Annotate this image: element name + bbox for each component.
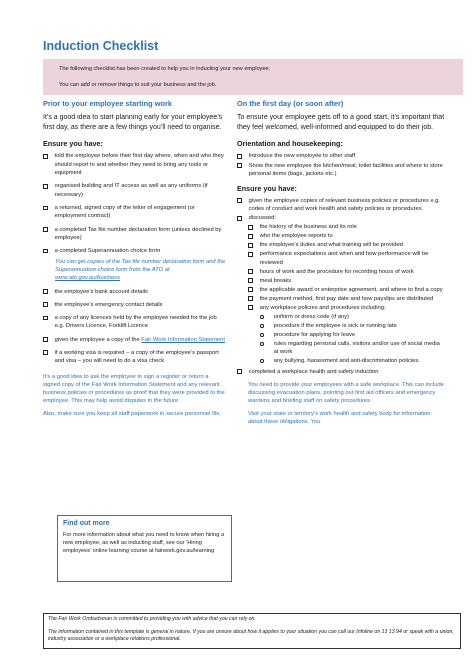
sub-item: uniform or dress code (if any) bbox=[260, 313, 445, 321]
checklist-item: given the employee a copy of the Fair Work Information Statement bbox=[43, 336, 226, 344]
fair-work-statement-link[interactable]: Fair Work Information Statement bbox=[141, 336, 225, 343]
checkbox[interactable] bbox=[43, 337, 48, 342]
policy-sub-list bbox=[260, 313, 445, 366]
checkbox[interactable] bbox=[237, 198, 242, 203]
radio-circle[interactable] bbox=[260, 359, 264, 363]
radio-circle[interactable] bbox=[260, 333, 264, 337]
intro-line-1: The following checklist has been created to help you in inducting your new employee. bbox=[59, 66, 271, 72]
discussed-item: performance expectations and when and how performance will be reviewed bbox=[248, 250, 445, 267]
left-lead: It’s a good idea to start planning early for your employee’s first day, as there are a few things you’ll need to organise. bbox=[43, 114, 223, 132]
checkbox[interactable] bbox=[237, 369, 242, 374]
checklist-item: Introduce the new employee to other staff bbox=[237, 152, 445, 160]
checklist-item: completed a workplace health and safety induction bbox=[237, 368, 445, 376]
right-ensure-heading: Ensure you have: bbox=[237, 183, 297, 193]
ato-link[interactable]: www.ato.gov.au/business bbox=[55, 275, 120, 282]
checklist-item: Show the new employee the kitchen/meal, toilet facilities and where to store personal items (bags, jackets etc.) bbox=[237, 162, 445, 179]
checkbox[interactable] bbox=[43, 154, 48, 159]
checkbox[interactable] bbox=[43, 316, 48, 321]
discussed-item: the payment method, first pay date and how payslips are distributed bbox=[248, 295, 445, 303]
sub-item: rules regarding personal calls, visitors and/or use of social media at work bbox=[260, 340, 445, 357]
checklist-item: given the employee copies of relevant business policies or procedures e.g. codes of conduct and work health and safety policies or procedures. bbox=[237, 197, 445, 214]
checklist-item: organised building and IT access as well as any uniforms (if necessary) bbox=[43, 182, 226, 199]
checkbox[interactable] bbox=[248, 296, 253, 301]
page-title: Induction Checklist bbox=[43, 39, 159, 53]
checklist-item: a completed Superannuation choice form bbox=[43, 247, 226, 255]
left-heading: Prior to your employee starting work bbox=[43, 99, 172, 108]
checkbox[interactable] bbox=[43, 350, 48, 355]
checklist-item: discussed: bbox=[237, 214, 445, 222]
checklist-item: a returned, signed copy of the letter of engagement (or employment contract) bbox=[43, 204, 226, 221]
checkbox[interactable] bbox=[43, 206, 48, 211]
checkbox[interactable] bbox=[237, 216, 242, 221]
intro-box bbox=[43, 59, 463, 95]
radio-circle[interactable] bbox=[260, 315, 264, 319]
safety-note: You need to provide your employees with a safe workplace. This can include discussing evacuation plans, pointing out first aid officers and emergency wardens and briefing staff on safety procedures. bbox=[248, 381, 444, 405]
checklist-item: a completed Tax file number declaration form (unless declined by employee) bbox=[43, 226, 226, 243]
right-lead: To ensure your employee gets off to a good start, it’s important that they feel welcomed, well-informed and equipped to do their job. bbox=[237, 114, 445, 132]
sub-item: procedure for applying for leave bbox=[260, 331, 445, 339]
checkbox[interactable] bbox=[248, 225, 253, 230]
footer-line-1: The Fair Work Ombudsman is committed to providing you with advice that you can rely on. bbox=[48, 616, 256, 622]
whs-body-note: Visit your state or territory’s work health and safety body for information about these obligations. You bbox=[248, 411, 431, 426]
checkbox[interactable] bbox=[237, 154, 242, 159]
checkbox[interactable] bbox=[248, 269, 253, 274]
checkbox[interactable] bbox=[43, 302, 48, 307]
register-note: It’s a good idea to ask the employee to sign a register or return a signed copy of the Fair Work Information Statement and any relevant business policies or procedures as proof that they were provided to the employee. This may help avoid disputes in the future. bbox=[43, 373, 225, 405]
find-out-more-title: Find out more bbox=[63, 520, 110, 527]
discussed-item: the history of the business and its role bbox=[248, 223, 445, 231]
discussed-item: the employee’s duties and what training will be provided bbox=[248, 241, 445, 249]
discussed-item: who the employee reports to bbox=[248, 232, 445, 240]
checkbox[interactable] bbox=[43, 289, 48, 294]
right-column bbox=[237, 99, 445, 431]
left-ensure-heading: Ensure you have: bbox=[43, 139, 103, 149]
checkbox[interactable] bbox=[43, 227, 48, 232]
discussed-item: any workplace policies and procedures including: bbox=[248, 304, 445, 312]
checklist-item: if a working visa is required – a copy of the employee’s passport and visa – you will need to do a visa check bbox=[43, 349, 226, 366]
right-heading: On the first day (or soon after) bbox=[237, 99, 344, 108]
checkbox[interactable] bbox=[248, 287, 253, 292]
checkbox[interactable] bbox=[43, 249, 48, 254]
checkbox[interactable] bbox=[248, 278, 253, 283]
checkbox[interactable] bbox=[237, 163, 242, 168]
orientation-heading: Orientation and housekeeping: bbox=[237, 139, 343, 149]
checkbox[interactable] bbox=[43, 184, 48, 189]
find-out-more-box bbox=[57, 515, 232, 582]
super-note: You can get copies of the Tax file number declaration form and the Superannuation choice form from the ATO at www.ato.gov.au/business bbox=[55, 258, 226, 282]
find-out-more-text: For more information about what you need to know when hiring a new employee, as well as inducting staff, see our ‘Hiring employees’ online learning course at fairwork.gov.au/learning bbox=[63, 532, 225, 554]
discussed-item: the applicable award or enterprise agreement, and where to find a copy bbox=[248, 286, 445, 294]
checkbox[interactable] bbox=[248, 252, 253, 257]
sub-item: any bullying, harassment and anti-discrimination policies. bbox=[260, 357, 445, 365]
paperwork-note: Also, make sure you keep all staff paperwork in secure personnel file. bbox=[43, 411, 222, 418]
checkbox[interactable] bbox=[248, 305, 253, 310]
discussed-item: meal breaks bbox=[248, 277, 445, 285]
checkbox[interactable] bbox=[248, 243, 253, 248]
checklist-item: the employee’s bank account details bbox=[43, 288, 226, 296]
checkbox[interactable] bbox=[248, 234, 253, 239]
radio-circle[interactable] bbox=[260, 324, 264, 328]
discussed-item: hours of work and the procedure for recording hours of work bbox=[248, 268, 445, 276]
sub-item: procedure if the employee is sick or running late bbox=[260, 322, 445, 330]
intro-line-2: You can add or remove things to suit your business and the job. bbox=[59, 82, 217, 88]
checklist-item: the employee’s emergency contact details bbox=[43, 301, 226, 309]
checklist-item: told the employee before their first day where, when and who they should report to and whether they need to bring any tools or equipment bbox=[43, 152, 226, 177]
checklist-item: a copy of any licences held by the employee needed for the job e.g. Drivers Licence, Forklift Licence bbox=[43, 314, 226, 331]
footer-disclaimer bbox=[43, 613, 461, 649]
footer-line-2: The information contained in this template is general in nature. If you are unsure about how it applies to your situation you can call our Infoline on 13 13 94 or speak with a union, industry association or a workplace relations professional. bbox=[48, 629, 454, 642]
discussed-list bbox=[248, 223, 445, 365]
radio-circle[interactable] bbox=[260, 342, 264, 346]
left-column bbox=[43, 99, 226, 423]
